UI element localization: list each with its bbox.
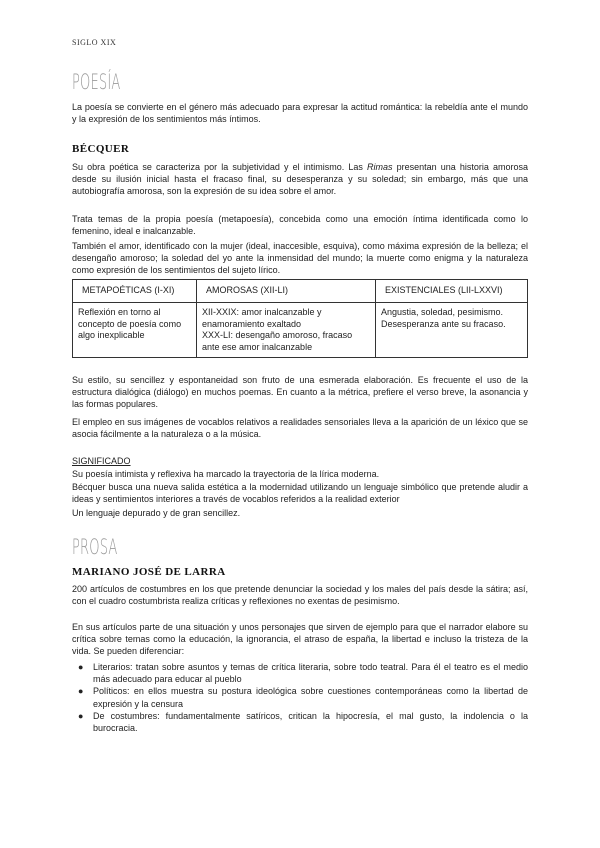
table-header-cell: AMOROSAS (XII-LI) <box>197 280 376 303</box>
cell-text: Reflexión en torno al concepto de poesía como algo inexplicable <box>78 307 182 340</box>
cell-text: XXX-LI: desengaño amoroso, fracaso ante ese amor inalcanzable <box>202 330 353 352</box>
larra-paragraph-2: En sus artículos parte de una situación y unos personajes que sirven de ejemplo para que el narrador elabore su crítica sobre temas como la educación, la ignorancia, el atraso de españa, la libertad e incluso la tristeza de la vida. Se pueden diferenciar: <box>72 622 528 657</box>
page-header: SIGLO XIX <box>72 38 117 47</box>
bullet-icon: ● <box>78 710 84 721</box>
section-title-prosa: PROSA <box>72 535 118 559</box>
section-title-poesia: POESÍA <box>72 70 121 94</box>
significado-line-1: Su poesía intimista y reflexiva ha marcado la trayectoria de la lírica moderna. <box>72 469 380 479</box>
list-item <box>72 661 528 685</box>
becquer-p1-text-a: Su obra poética se caracteriza por la subjetividad y el intimismo. Las <box>72 162 367 172</box>
table-header-row <box>73 280 528 303</box>
becquer-paragraph-3: También el amor, identificado con la mujer (ideal, inaccesible, esquiva), como máxima expresión de la belleza; el desengaño amoroso; la soledad del yo ante la inmensidad del mundo; la muerte como enigma y la naturaleza como expresión de los sentimientos del sujeto lírico. <box>72 241 528 276</box>
significado-label: SIGNIFICADO <box>72 456 131 466</box>
becquer-paragraph-4: Su estilo, su sencillez y espontaneidad son fruto de una esmerada elaboración. Es frecuente el uso de la estructura dialógica (diálogo) en muchos poemas. En cuanto a la métrica, prefiere el verso breve, la asonancia y las formas populares. <box>72 375 528 410</box>
table-cell-amorosas <box>197 303 376 358</box>
table-header-cell: METAPOÉTICAS (I-XI) <box>73 280 197 303</box>
becquer-paragraph-5: El empleo en sus imágenes de vocablos relativos a realidades sensoriales lleva a la aparición de un léxico que se asocia fácilmente a la naturaleza o a la música. <box>72 417 528 440</box>
list-item <box>72 685 528 709</box>
rimas-title: Rimas <box>366 162 393 172</box>
list-item-text: Políticos: en ellos muestra su postura ideológica sobre cuestiones contemporáneas como la libertad de expresión y la censura <box>93 686 528 709</box>
table-cell-existenciales <box>376 303 528 358</box>
bullet-icon: ● <box>78 662 84 672</box>
becquer-p1-text-b: presentan una historia amorosa desde su ilusión inicial hasta el fracaso final, su desesperanza y su soledad; sin embargo, más que una autobiografía amorosa, son la expresión de su idea sobre el amor. <box>72 162 529 197</box>
author-title-becquer: BÉCQUER <box>72 143 130 155</box>
list-item-text: Literarios: tratan sobre asuntos y temas de crítica literaria, sobre todo teatral. Para él el teatro es el medio más adecuado para educar al pueblo <box>93 662 528 685</box>
article-types-list <box>72 661 528 734</box>
cell-text: Angustia, soledad, pesimismo. Desesperanza ante su fracaso. <box>381 307 506 329</box>
significado-line-3: Un lenguaje depurado y de gran sencillez. <box>72 508 241 518</box>
list-item <box>72 710 528 734</box>
significado-line-2: Bécquer busca una nueva salida estética a la modernidad utilizando un lenguaje simbólico que pretende aludir a ideas y sentimientos interiores a través de vocablos referidos a la realidad exterior <box>72 482 528 505</box>
becquer-paragraph-2: Trata temas de la propia poesía (metapoesía), concebida como una emoción íntima identificada como lo femenino, ideal e inalcanzable. <box>72 214 528 237</box>
becquer-paragraph-1 <box>72 161 528 198</box>
table-row <box>73 303 528 358</box>
author-title-larra: MARIANO JOSÉ DE LARRA <box>72 566 226 578</box>
list-item-text: De costumbres: fundamentalmente satíricos, critican la hipocresía, el mal gusto, la indolencia o la burocracia. <box>93 710 528 734</box>
rimas-table <box>72 279 528 358</box>
cell-text: XII-XXIX: amor inalcanzable y enamoramiento exaltado <box>202 307 322 329</box>
table-header-cell: EXISTENCIALES (LII-LXXVI) <box>376 280 528 303</box>
table-cell-metapoeticas <box>73 303 197 358</box>
poesia-intro: La poesía se convierte en el género más adecuado para expresar la actitud romántica: la rebeldía ante el mundo y la expresión de los sentimientos más íntimos. <box>72 102 528 125</box>
larra-paragraph-1: 200 artículos de costumbres en los que pretende denunciar la sociedad y los males del país desde la sátira; así, con el cuadro costumbrista realiza críticas y reflexiones no exentas de pesimismo. <box>72 584 528 607</box>
bullet-icon: ● <box>78 686 84 697</box>
